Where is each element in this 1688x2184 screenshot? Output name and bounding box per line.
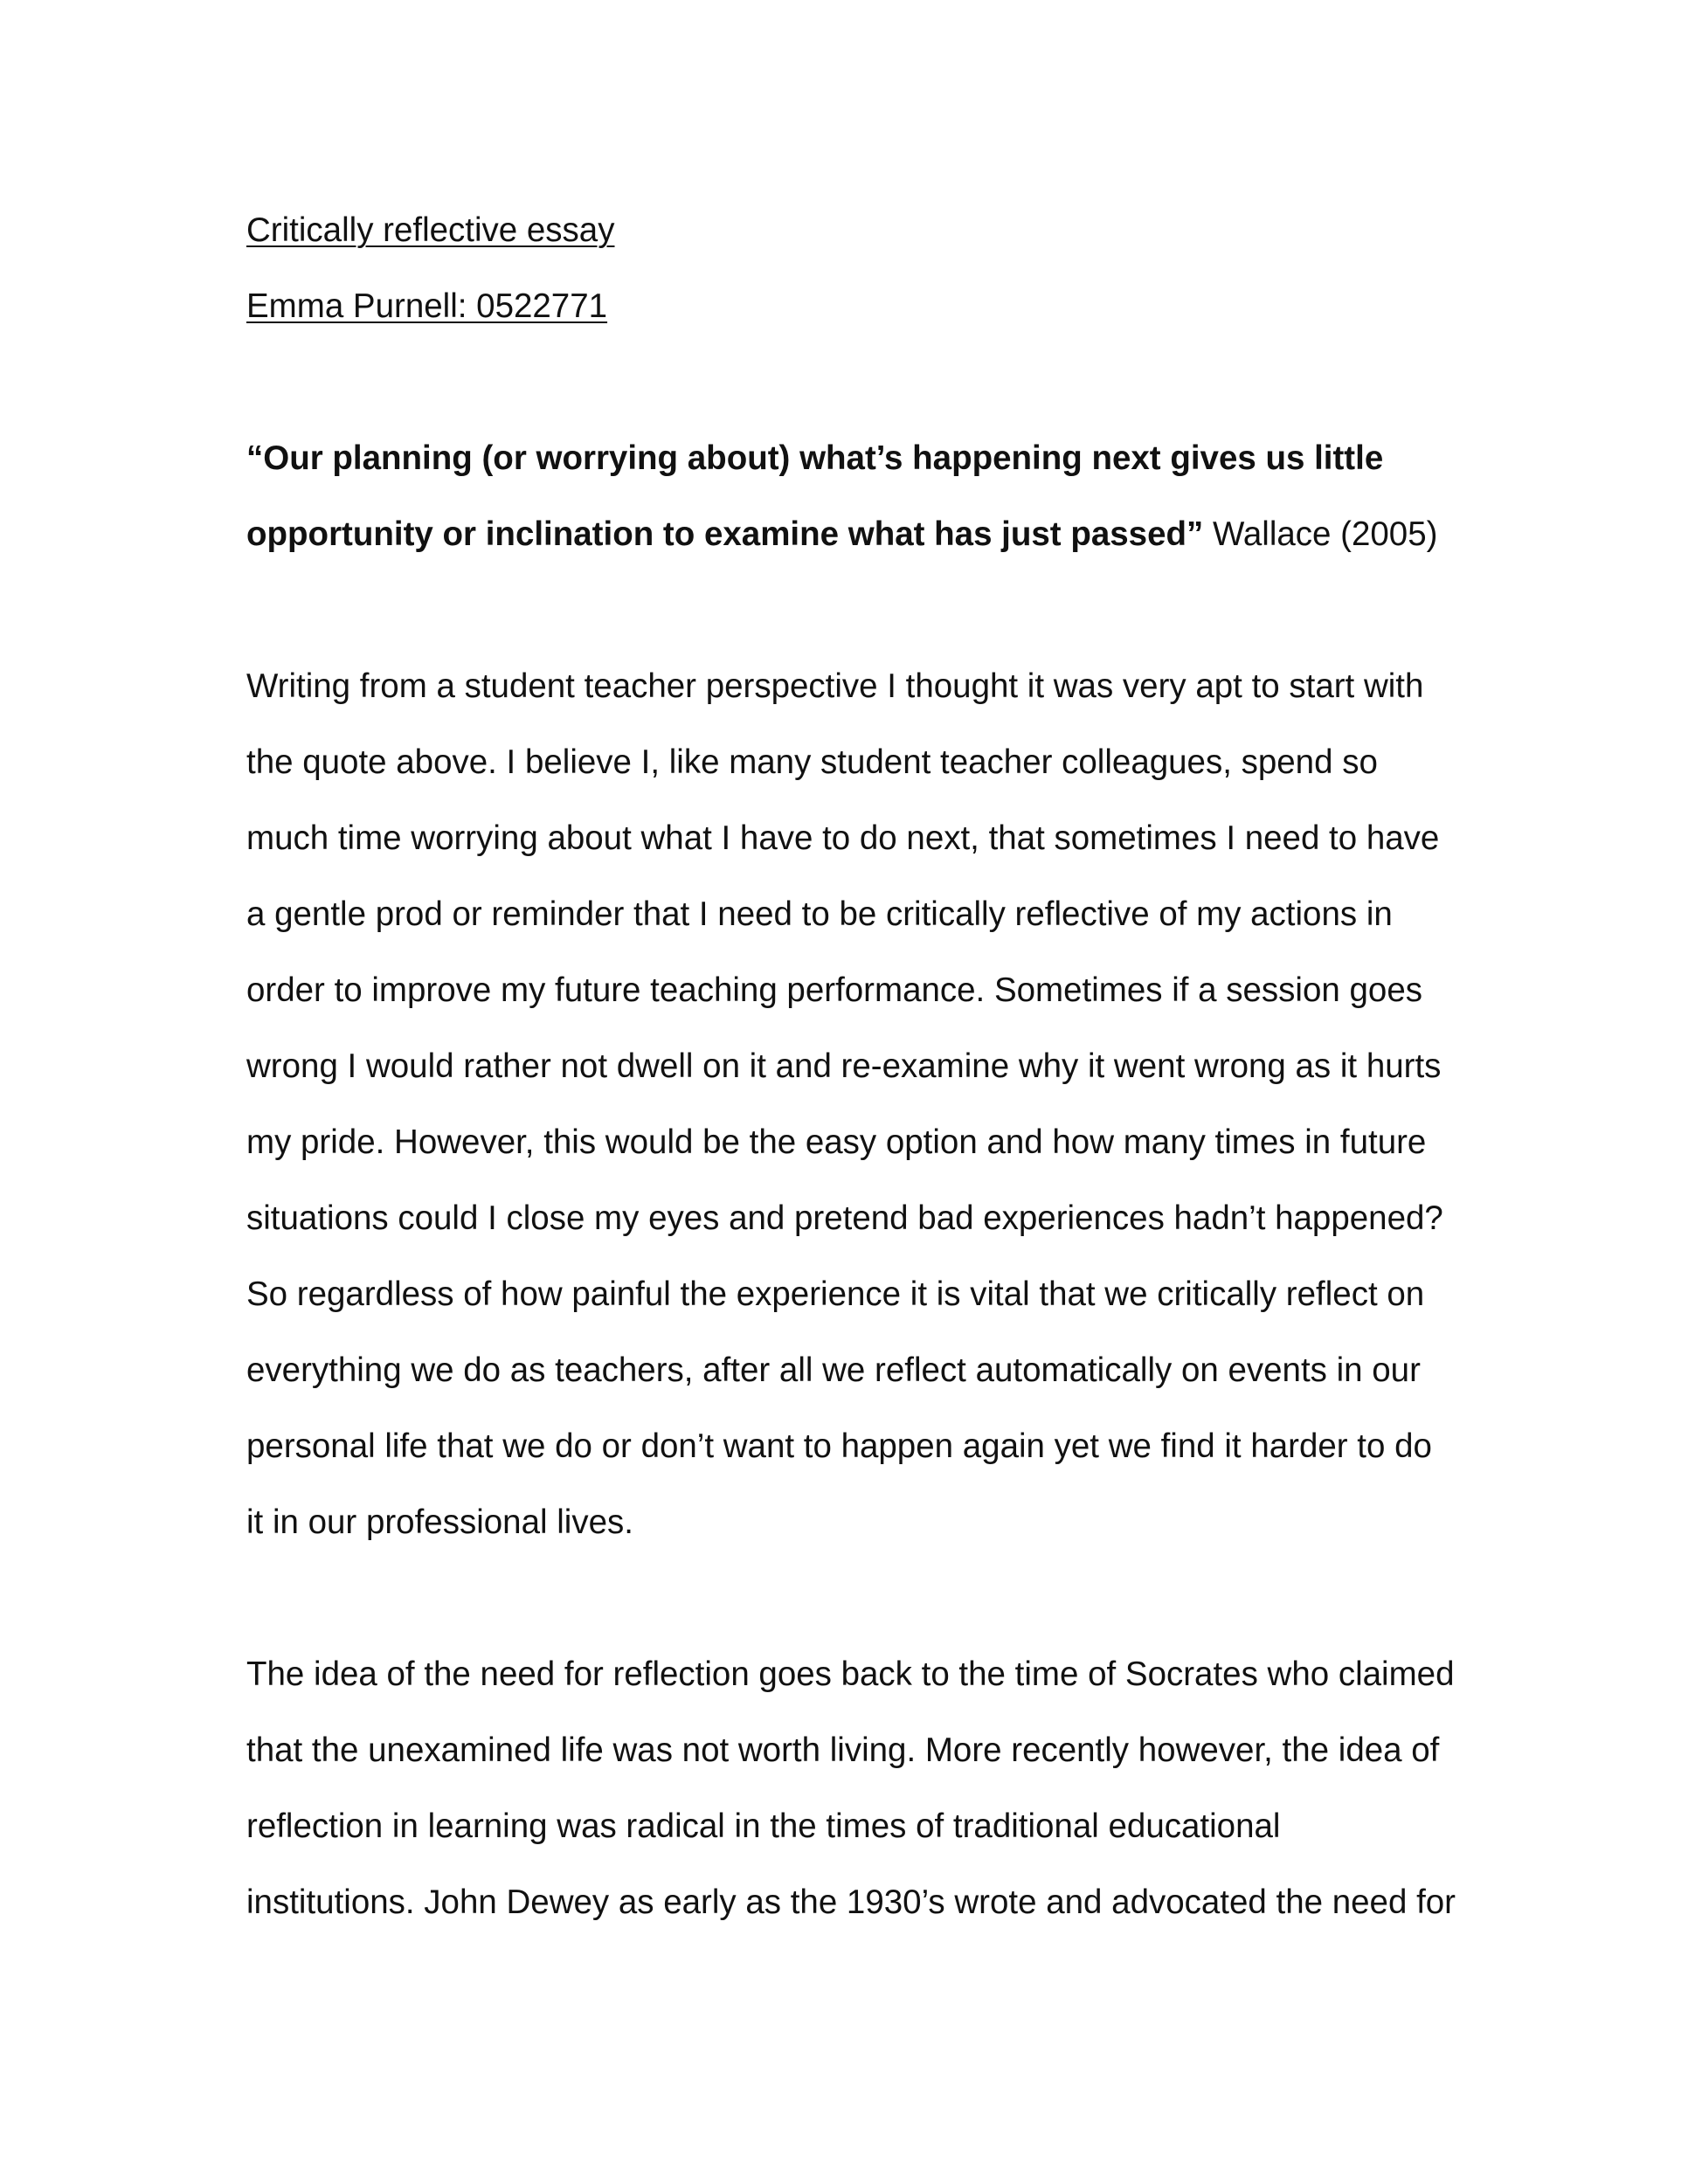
paragraph-line: the quote above. I believe I, like many student teacher colleagues, spend so (246, 743, 1378, 781)
document-body (246, 192, 1470, 1940)
paragraph-line: personal life that we do or don’t want to happen again yet we find it harder to do (246, 1427, 1432, 1465)
quote-line-2-text: opportunity or inclination to examine what has just passed” (246, 515, 1204, 553)
paragraph-line: situations could I close my eyes and pretend bad experiences hadn’t happened? (246, 1199, 1443, 1237)
spacer (246, 1560, 1470, 1636)
paragraph-2 (246, 1636, 1470, 1940)
paragraph-line: So regardless of how painful the experience it is vital that we critically reflect on (246, 1275, 1425, 1313)
paragraph-1 (246, 648, 1470, 1560)
paragraph-line: reflection in learning was radical in the times of traditional educational (246, 1807, 1281, 1845)
paragraph-line: much time worrying about what I have to do next, that sometimes I need to have (246, 819, 1440, 857)
paragraph-line: that the unexamined life was not worth living. More recently however, the idea of (246, 1731, 1440, 1769)
paragraph-line: Writing from a student teacher perspective I thought it was very apt to start with (246, 667, 1424, 705)
spacer (246, 344, 1470, 420)
paragraph-line: my pride. However, this would be the easy option and how many times in future (246, 1123, 1427, 1161)
spacer (246, 572, 1470, 648)
quote-citation: Wallace (2005) (1203, 515, 1438, 553)
opening-quote (246, 420, 1470, 572)
paragraph-line: a gentle prod or reminder that I need to be critically reflective of my actions in (246, 895, 1393, 933)
paragraph-line: everything we do as teachers, after all we reflect automatically on events in our (246, 1351, 1421, 1389)
author-line: Emma Purnell: 0522771 (246, 287, 608, 325)
paragraph-line: order to improve my future teaching performance. Sometimes if a session goes (246, 971, 1422, 1009)
essay-title: Critically reflective essay (246, 211, 615, 249)
paragraph-line: it in our professional lives. (246, 1503, 633, 1541)
paragraph-line: wrong I would rather not dwell on it and re-examine why it went wrong as it hurts (246, 1047, 1442, 1085)
paragraph-line: institutions. John Dewey as early as the 1930’s wrote and advocated the need for (246, 1883, 1456, 1921)
quote-line-1: “Our planning (or worrying about) what’s happening next gives us little (246, 439, 1384, 477)
paragraph-line: The idea of the need for reflection goes back to the time of Socrates who claimed (246, 1655, 1455, 1693)
quote-line-2 (246, 496, 1470, 572)
